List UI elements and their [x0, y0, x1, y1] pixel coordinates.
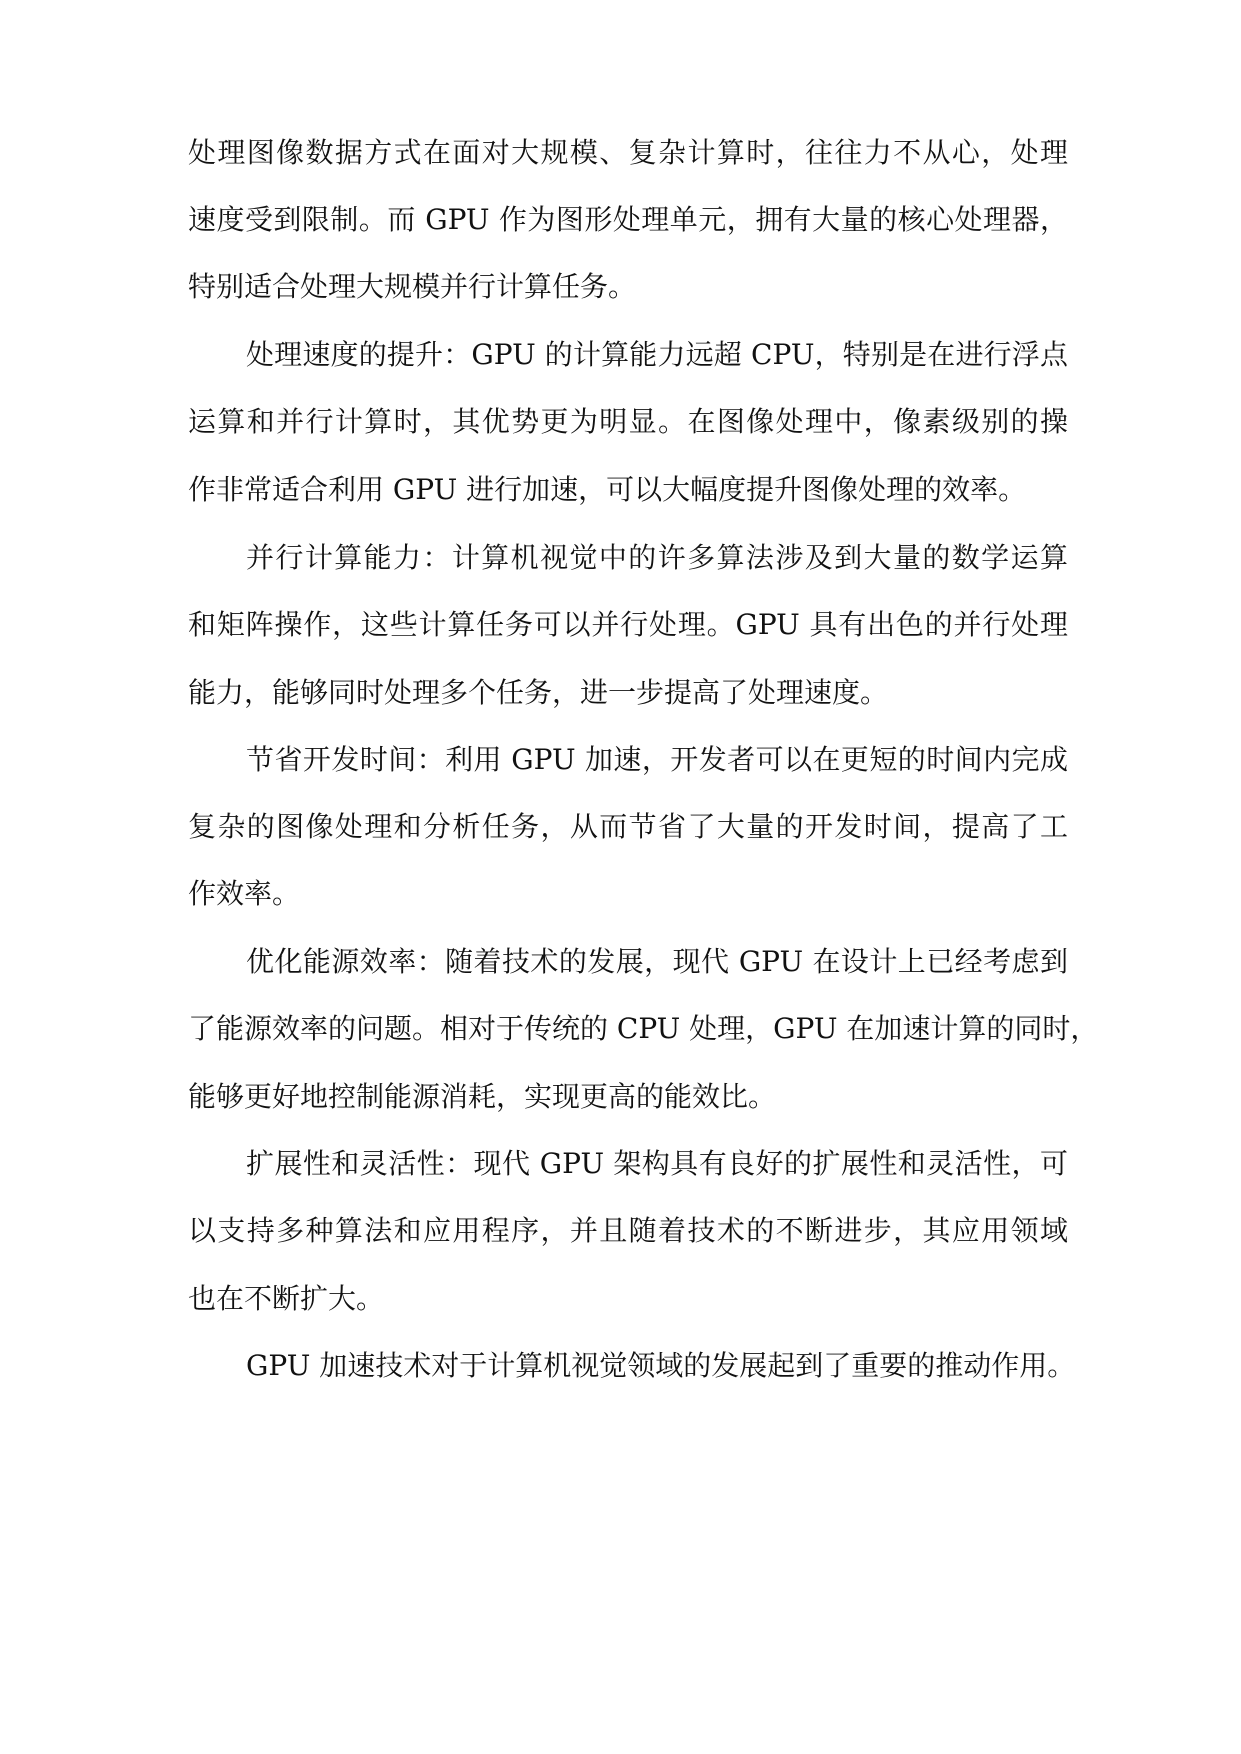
paragraph-1-line-1: 处理图像数据方式在面对大规模、复杂计算时，往往力不从心，处理 — [188, 136, 1068, 169]
paragraph-7-line-1: GPU 加速技术对于计算机视觉领域的发展起到了重要的推动作用。 — [246, 1349, 1076, 1382]
paragraph-4-line-3: 作效率。 — [188, 877, 301, 910]
paragraph-5-line-1: 优化能源效率：随着技术的发展，现代 GPU 在设计上已经考虑到 — [246, 945, 1068, 978]
paragraph-3-line-1: 并行计算能力：计算机视觉中的许多算法涉及到大量的数学运算 — [246, 541, 1068, 574]
paragraph-6-line-2: 以支持多种算法和应用程序，并且随着技术的不断进步，其应用领域 — [188, 1214, 1068, 1247]
paragraph-5-line-3: 能够更好地控制能源消耗，实现更高的能效比。 — [188, 1080, 777, 1113]
paragraph-1-line-2: 速度受到限制。而 GPU 作为图形处理单元，拥有大量的核心处理器， — [188, 203, 1068, 236]
paragraph-2-line-3: 作非常适合利用 GPU 进行加速，可以大幅度提升图像处理的效率。 — [188, 473, 1027, 506]
paragraph-4-line-1: 节省开发时间：利用 GPU 加速，开发者可以在更短的时间内完成 — [246, 743, 1068, 776]
paragraph-6-line-1: 扩展性和灵活性：现代 GPU 架构具有良好的扩展性和灵活性，可 — [246, 1147, 1068, 1180]
paragraph-5-line-2: 了能源效率的问题。相对于传统的 CPU 处理，GPU 在加速计算的同时， — [188, 1012, 1099, 1045]
paragraph-4-line-2: 复杂的图像处理和分析任务，从而节省了大量的开发时间，提高了工 — [188, 810, 1068, 843]
paragraph-2-line-1: 处理速度的提升：GPU 的计算能力远超 CPU，特别是在进行浮点 — [246, 338, 1068, 371]
paragraph-3-line-3: 能力，能够同时处理多个任务，进一步提高了处理速度。 — [188, 676, 889, 709]
paragraph-1-line-3: 特别适合处理大规模并行计算任务。 — [188, 270, 637, 303]
paragraph-3-line-2: 和矩阵操作，这些计算任务可以并行处理。GPU 具有出色的并行处理 — [188, 608, 1068, 641]
paragraph-6-line-3: 也在不断扩大。 — [188, 1282, 385, 1315]
paragraph-2-line-2: 运算和并行计算时，其优势更为明显。在图像处理中，像素级别的操 — [188, 405, 1068, 438]
